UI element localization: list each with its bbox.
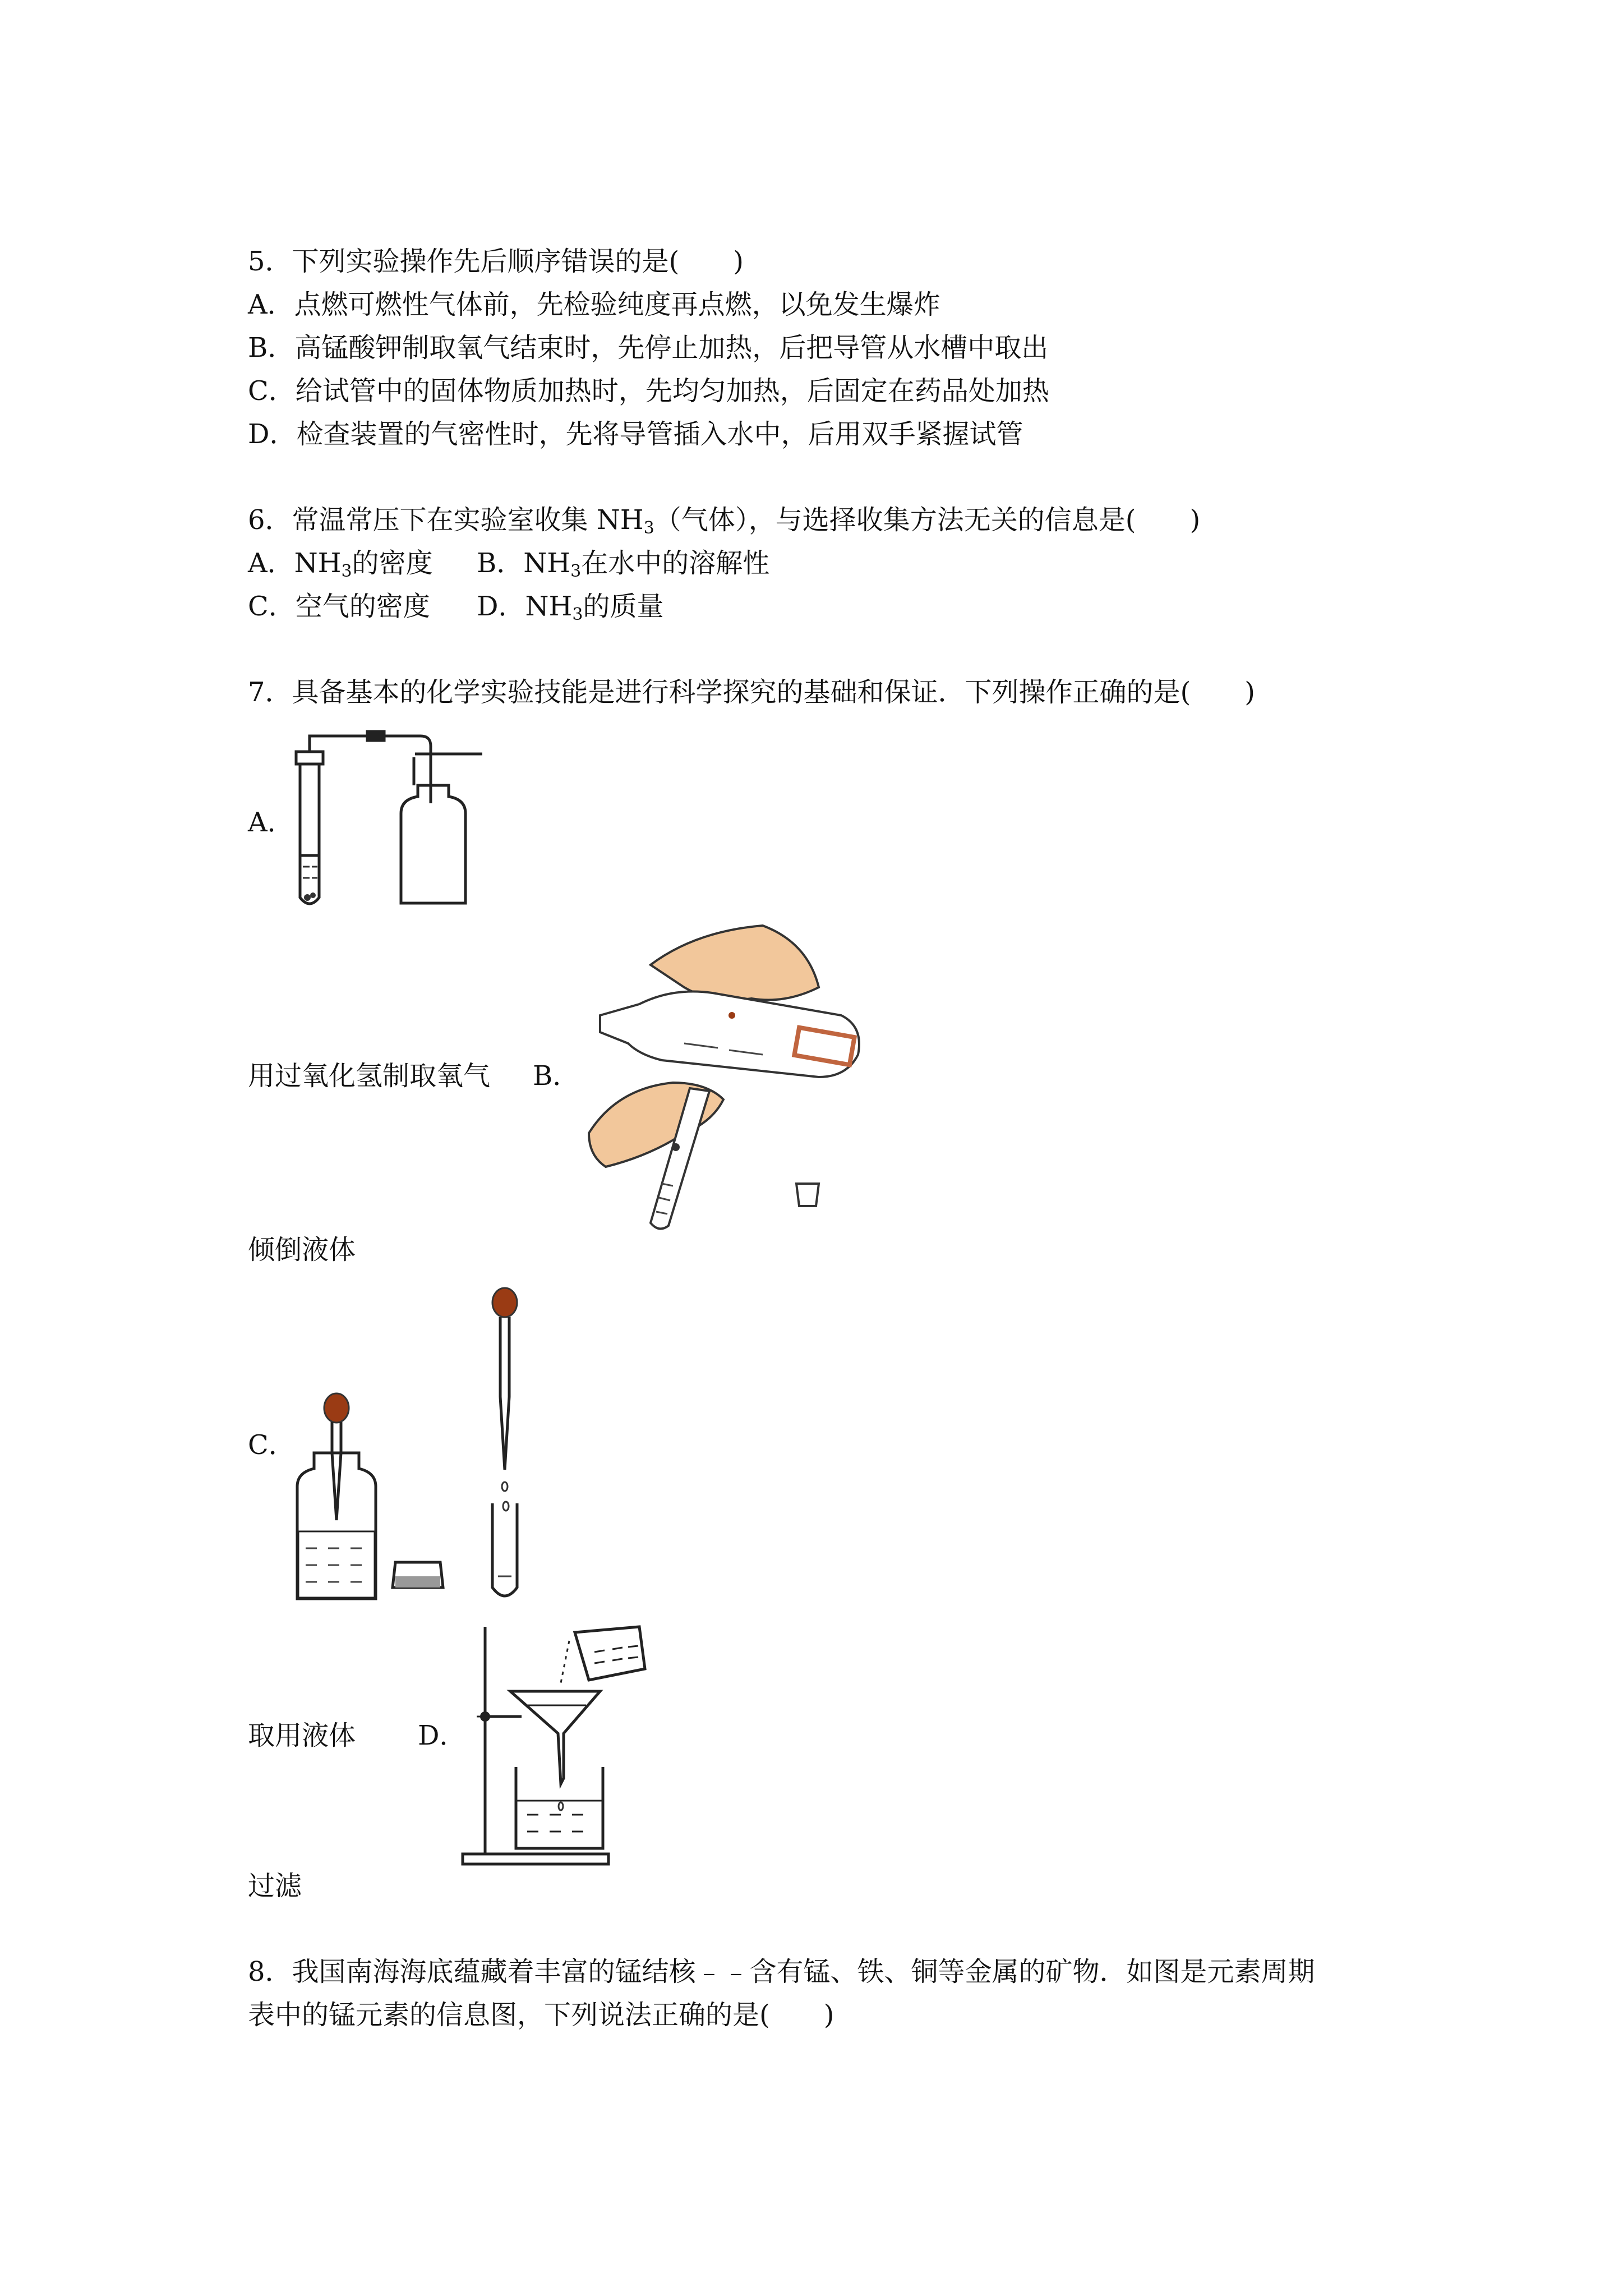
q7-label-b: B． [533, 1060, 580, 1092]
q8-line2: 表中的锰元素的信息图，下列说法正确的是( ) [248, 1999, 834, 2031]
dropper-figure [286, 1285, 578, 1604]
q6-option-a: A．$NH_3$的密度 [248, 547, 433, 581]
q5-option-d: D．检查装置的气密性时，先将导管插入水中，后用双手紧握试管 [248, 418, 1023, 450]
q6-option-b: B．$NH_3$在水中的溶解性 [477, 547, 770, 581]
q6-option-c: C．空气的密度 [248, 591, 430, 622]
q7-caption-c: 取用液体 [248, 1720, 356, 1751]
q6-option-d: D．$NH_3$的质量 [477, 591, 664, 624]
oxygen-generator-figure [280, 729, 505, 914]
filtration-figure [460, 1616, 656, 1868]
q7-label-c: C． [248, 1429, 296, 1461]
q7-caption-b: 倾倒液体 [248, 1234, 356, 1266]
q7-caption-a: 用过氧化氢制取氧气 [248, 1060, 491, 1092]
q8-line1: 8．我国南海海底蕴藏着丰富的锰结核﹣﹣含有锰、铁、铜等金属的矿物．如图是元素周期 [248, 1956, 1315, 1987]
q5-option-b: B．高锰酸钾制取氧气结束时，先停止加热，后把导管从水槽中取出 [248, 332, 1049, 364]
q7-caption-d: 过滤 [248, 1870, 302, 1902]
q6-stem: 6．常温常压下在实验室收集 $NH_3$（气体），与选择收集方法无关的信息是( ) [248, 504, 1201, 538]
q5-stem: 5．下列实验操作先后顺序错误的是( ) [248, 246, 744, 277]
q5-option-c: C．给试管中的固体物质加热时，先均匀加热，后固定在药品处加热 [248, 375, 1049, 407]
q7-stem: 7．具备基本的化学实验技能是进行科学探究的基础和保证．下列操作正确的是( ) [248, 677, 1255, 708]
q7-label-a: A． [248, 807, 294, 838]
q7-label-d: D． [418, 1720, 467, 1751]
q5-option-a: A．点燃可燃性气体前，先检验纯度再点燃，以免发生爆炸 [248, 289, 940, 320]
pouring-liquid-figure [583, 920, 897, 1234]
